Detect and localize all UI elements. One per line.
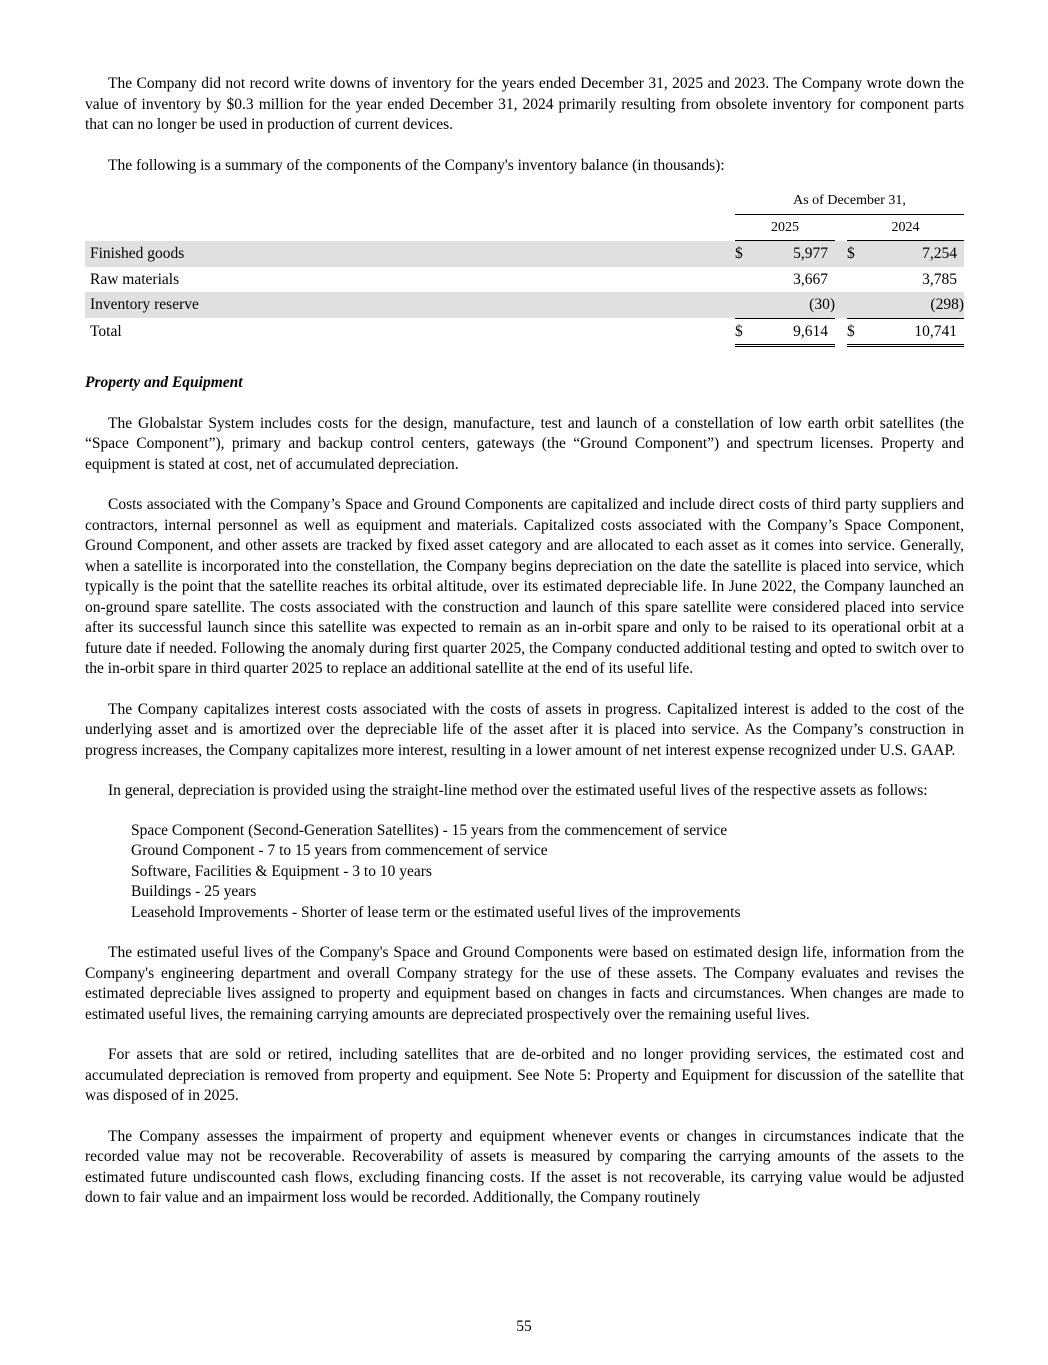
value-2024: 7,254: [862, 241, 964, 267]
value-2025: (30): [750, 292, 835, 318]
list-item: Leasehold Improvements - Shorter of lease term or the estimated useful lives of the improvements: [131, 903, 741, 921]
table-row-inventory-reserve: [85, 292, 964, 318]
paragraph-inventory-writedown: The Company did not record write downs of inventory for the years ended December 31, 2025 and 2023. The Company wrote down the value of inventory by $0.3 million for the year ended December 31, 2024 primarily resulting from obsolete inventory for component parts that can no longer be used in production of current devices.: [85, 75, 964, 133]
list-item: Software, Facilities & Equipment - 3 to 10 years: [131, 862, 432, 880]
table-row-total: [85, 318, 964, 346]
row-label: Finished goods: [85, 241, 735, 267]
section-heading-property-equipment: Property and Equipment: [85, 374, 243, 391]
table-row-raw-materials: [85, 267, 964, 293]
table-header-row: [85, 188, 964, 214]
currency-symbol: $: [735, 318, 750, 346]
inventory-table: [85, 188, 964, 347]
page-number: 55: [516, 1318, 532, 1335]
row-label: Raw materials: [90, 270, 180, 288]
paragraph-inventory-summary-intro: The following is a summary of the components of the Company's inventory balance (in thousands):: [108, 156, 725, 174]
paragraph-globalstar-system: The Globalstar System includes costs for the design, manufacture, test and launch of a constellation of low earth orbit satellites (the “Space Component”), primary and backup control centers, gateways (the “Ground Component”) and spectrum licenses. Property and equipment is stated at cost, net of accumulated depreciation.: [85, 414, 964, 473]
paragraph-estimated-useful-lives: The estimated useful lives of the Company's Space and Ground Components were based on estimated design life, information from the Company's engineering department and overall Company strategy for the use of these assets. The Company evaluates and revises the estimated depreciable lives assigned to property and equipment based on changes in facts and circumstances. When changes are made to estimated useful lives, the remaining carrying amounts are depreciated prospectively over the remaining useful lives.: [85, 944, 964, 1023]
paragraph-sold-retired-assets: For assets that are sold or retired, including satellites that are de-orbited and no longer providing services, the estimated cost and accumulated depreciation is removed from property and equipment. See Note 5: Property and Equipment for discussion of the satellite that was disposed of in 2025.: [85, 1046, 964, 1104]
value-2025: 3,667: [793, 270, 828, 288]
table-header-as-of: As of December 31,: [735, 188, 964, 214]
list-item: Ground Component - 7 to 15 years from commencement of service: [131, 842, 548, 859]
value-2024: 10,741: [862, 318, 964, 346]
paragraph-capitalized-costs: Costs associated with the Company’s Space and Ground Components are capitalized and include direct costs of third party suppliers and contractors, internal personnel as well as equipment and materials. Capitalized costs associated with the Company’s Space Component, Ground Component, and other assets are tracked by fixed asset category and are allocated to each asset as it comes into service. Generally, when a satellite is incorporated into the constellation, the Company begins depreciation on the date the satellite is placed into service, which typically is the point that the satellite reaches its orbital altitude, over its estimated depreciable life. In June 2022, the Company launched an on-ground spare satellite. The costs associated with the construction and launch of this spare satellite were considered placed into service after its successful launch since this satellite was expected to remain as an in-orbit spare and only to be raised to its operational orbit at a future date if needed. Following the anomaly during first quarter 2025, the Company conducted additional testing and opted to switch over to the in-orbit spare in third quarter 2025 to replace an additional satellite at the end of its useful life.: [85, 496, 964, 677]
row-label: Inventory reserve: [85, 292, 735, 318]
column-header-2024: 2024: [847, 214, 964, 241]
currency-symbol: $: [847, 318, 862, 346]
value-2024: (298): [862, 292, 964, 318]
column-header-2025: 2025: [735, 214, 835, 241]
table-row-finished-goods: [85, 241, 964, 267]
useful-lives-list: [85, 821, 964, 924]
paragraph-capitalized-interest: The Company capitalizes interest costs associated with the costs of assets in progress. Capitalized interest is added to the cost of the underlying asset and is amortized over the depreciable life of the asset after it is placed into service. As the Company’s construction in progress increases, the Company capitalizes more interest, resulting in a lower amount of net interest expense recognized under U.S. GAAP.: [85, 700, 964, 759]
paragraph-depreciation-method: In general, depreciation is provided using the straight-line method over the estimated useful lives of the respective assets as follows:: [108, 782, 928, 799]
value-2025: 5,977: [750, 241, 835, 267]
row-label: Total: [90, 323, 122, 340]
currency-symbol: $: [847, 241, 862, 267]
table-year-row: [85, 214, 964, 241]
value-2025: 9,614: [750, 318, 835, 346]
currency-symbol: $: [735, 241, 750, 267]
document-page: [85, 74, 964, 1209]
paragraph-impairment: The Company assesses the impairment of property and equipment whenever events or changes in circumstances indicate that the recorded value may not be recoverable. Recoverability of assets is measured by comparing the carrying amounts of the assets to the estimated future undiscounted cash flows, excluding financing costs. If the asset is not recoverable, its carrying value would be adjusted down to fair value and an impairment loss would be recorded. Additionally, the Company routinely: [85, 1127, 964, 1206]
value-2024: 3,785: [922, 270, 957, 288]
list-item: Space Component (Second-Generation Satellites) - 15 years from the commencement of service: [131, 821, 728, 839]
list-item: Buildings - 25 years: [131, 883, 257, 900]
